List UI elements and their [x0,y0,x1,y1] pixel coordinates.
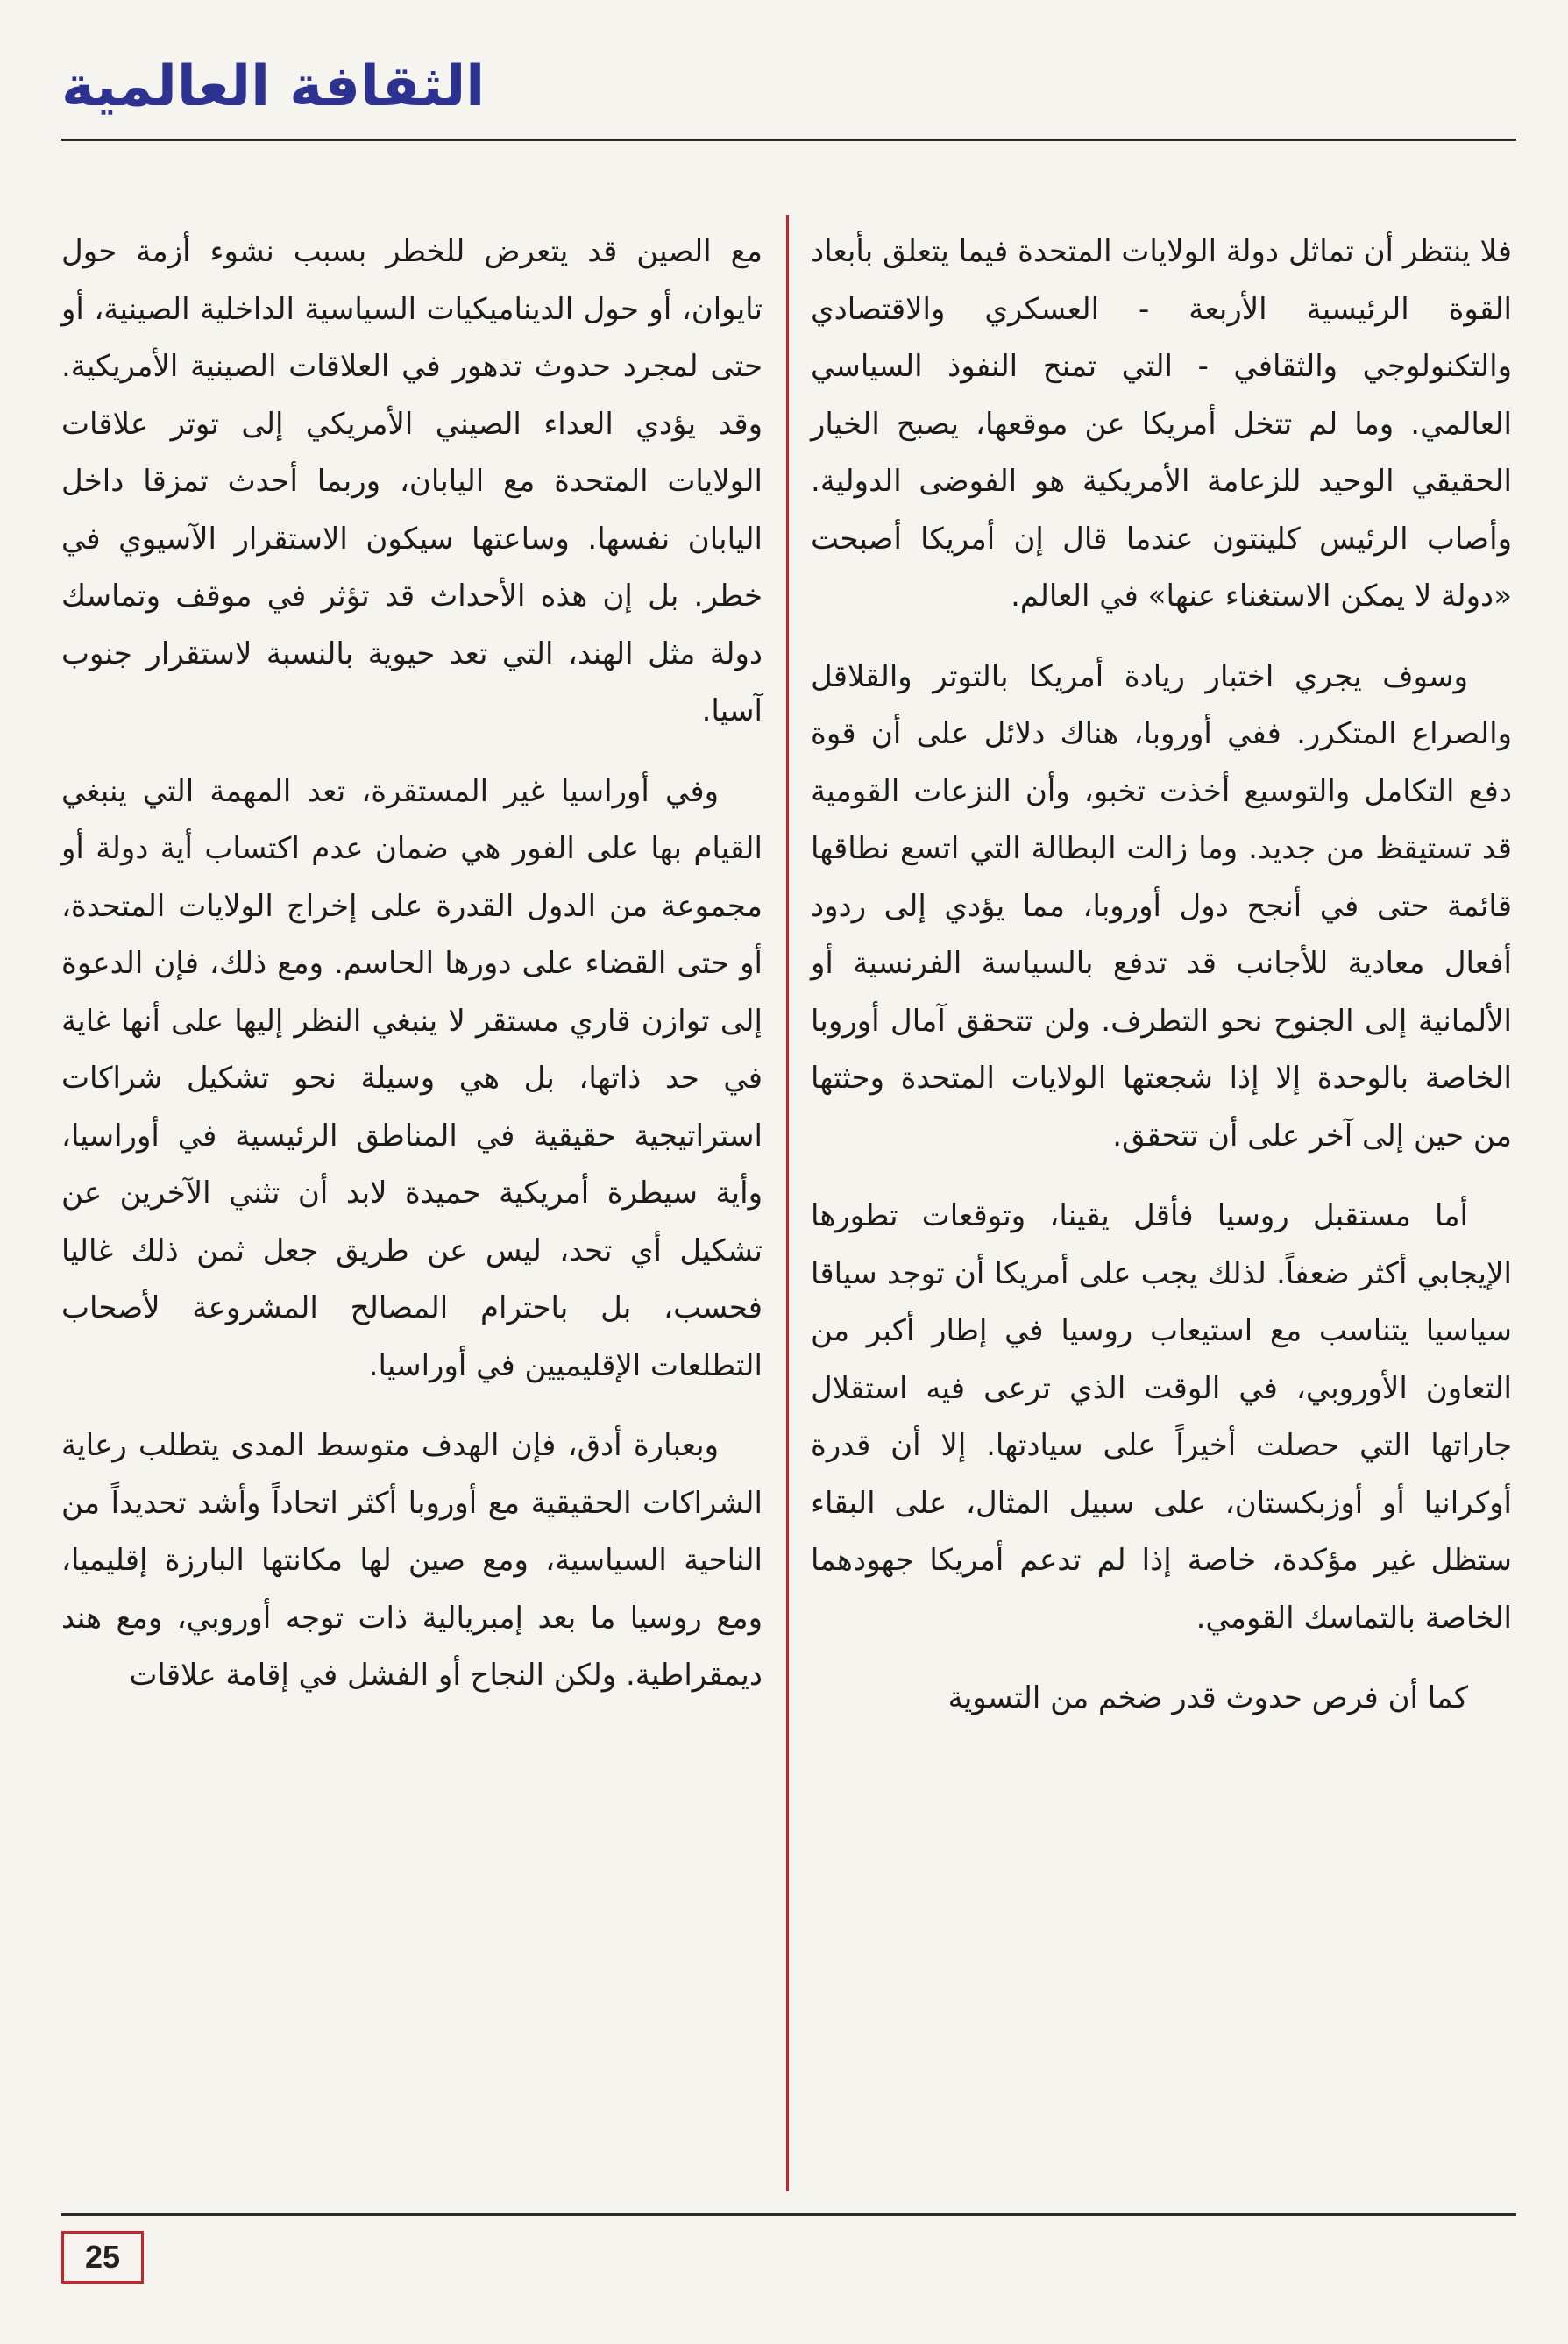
right-text-column [811,224,1512,1751]
paragraph: مع الصين قد يتعرض للخطر بسبب نشوء أزمة حول تايوان، أو حول الديناميكيات السياسية الداخلية الصينية، أو حتى لمجرد حدوث تدهور في العلاقات الصينية الأمريكية. وقد يؤدي العداء الصيني الأمريكي إلى توتر علاقات الولايات المتحدة مع اليابان، وربما أحدث تمزقا داخل اليابان نفسها. وساعتها سيكون الاستقرار الآسيوي في خطر. بل إن هذه الأحداث قد تؤثر في موقف وتماسك دولة مثل الهند، التي تعد حيوية بالنسبة لاستقرار جنوب آسيا. [61,234,763,728]
header-divider [61,139,1516,141]
paragraph: أما مستقبل روسيا فأقل يقينا، وتوقعات تطورها الإيجابي أكثر ضعفاً. لذلك يجب على أمريكا أن توجد سياقا سياسيا يتناسب مع استيعاب روسيا في إطار أكبر من التعاون الأوروبي، في الوقت الذي ترعى فيه استقلال جاراتها التي حصلت أخيراً على سيادتها. إلا أن قدرة أوكرانيا أو أوزبكستان، على سبيل المثال، على البقاء ستظل غير مؤكدة، خاصة إذا لم تدعم أمريكا جهودهما الخاصة بالتماسك القومي. [811,1198,1512,1636]
paragraph: وبعبارة أدق، فإن الهدف متوسط المدى يتطلب رعاية الشراكات الحقيقية مع أوروبا أكثر اتحاداً وأشد تحديداً من الناحية السياسية، ومع صين لها مكانتها البارزة إقليميا، ومع روسيا ما بعد إمبريالية ذات توجه أوروبي، ومع هند ديمقراطية. ولكن النجاح أو الفشل في إقامة علاقات [61,1428,763,1693]
left-text-column [61,224,763,1728]
paragraph: كما أن فرص حدوث قدر ضخم من التسوية [947,1680,1468,1715]
paragraph: وفي أوراسيا غير المستقرة، تعد المهمة التي ينبغي القيام بها على الفور هي ضمان عدم اكتساب أية دولة أو مجموعة من الدول القدرة على إخراج الولايات المتحدة، أو حتى القضاء على دورها الحاسم. ومع ذلك، فإن الدعوة إلى توازن قاري مستقر لا ينبغي النظر إليها على أنها غاية في حد ذاتها، بل هي وسيلة نحو تشكيل شراكات استراتيجية حقيقية في المناطق الرئيسية في أوراسيا، وأية سيطرة أمريكية حميدة لابد أن تثني الآخرين عن تشكيل أي تحد، ليس عن طريق جعل ثمن ذلك غاليا فحسب، بل باحترام المصالح المشروعة لأصحاب التطلعات الإقليميين في أوراسيا. [61,773,763,1383]
paragraph: فلا ينتظر أن تماثل دولة الولايات المتحدة فيما يتعلق بأبعاد القوة الرئيسية الأربعة - العسكري والاقتصادي والتكنولوجي والثقافي - التي تمنح النفوذ السياسي العالمي. وما لم تتخل أمريكا عن موقعها، يصبح الخيار الحقيقي الوحيد للزعامة الأمريكية هو الفوضى الدولية. وأصاب الرئيس كلينتون عندما قال إن أمريكا أصبحت «دولة لا يمكن الاستغناء عنها» في العالم. [811,234,1512,614]
column-divider [786,215,789,2191]
page-title: الثقافة العالمية [61,54,486,119]
page-number: 25 [61,2231,144,2284]
paragraph: وسوف يجري اختبار ريادة أمريكا بالتوتر والقلاقل والصراع المتكرر. ففي أوروبا، هناك دلائل على أن قوة دفع التكامل والتوسيع أخذت تخبو، وأن النزعات القومية قد تستيقظ من جديد. وما زالت البطالة التي اتسع نطاقها قائمة حتى في أنجح دول أوروبا، مما يؤدي إلى ردود أفعال معادية للأجانب قد تدفع بالسياسة الفرنسية أو الألمانية إلى الجنوح نحو التطرف. ولن تتحقق آمال أوروبا الخاصة بالوحدة إلا إذا شجعتها الولايات المتحدة وحثتها من حين إلى آخر على أن تتحقق. [811,658,1512,1154]
footer-divider [61,2213,1516,2216]
